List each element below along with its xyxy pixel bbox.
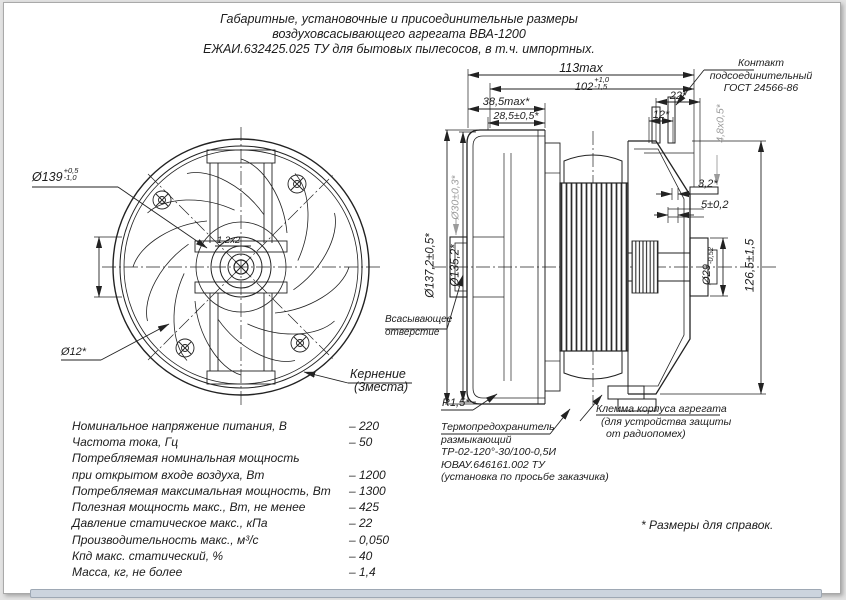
spec-row [72,484,412,498]
dim-dia-29 [701,221,717,311]
suction-line-2: отверстие [385,326,440,338]
kernenie-line-1: Кернение [350,367,406,381]
spec-row [72,419,412,433]
label-kernenie [350,368,408,394]
thermo-line-3: ТР-02-120°-30/100-0,5И [441,446,557,458]
dim-dia-135-2: Ø135,2* [449,244,462,287]
spec-row [72,500,412,514]
dim-radius-r1-5: R1,5* [442,397,470,409]
dim-29-minus: -0,52 [706,247,715,265]
suction-line-1: Всасывающее [385,314,453,325]
spec-label: Кпд макс. статический, % [72,549,224,563]
dim-blade-4-8x0-5: 4,8х0,5* [714,104,727,143]
spec-value: – 1200 [349,468,386,482]
drawing-title [89,12,709,57]
spec-row [72,533,412,547]
spec-row [72,516,412,530]
clamp-line-3: от радиопомех) [606,428,686,440]
spec-label: Частота тока, Гц [72,435,179,449]
kernenie-line-2: (3места) [354,380,409,394]
spec-row [72,565,412,579]
title-line-1: Габаритные, установочные и присоединительные размеры [220,12,578,26]
spec-value: – 0,050 [349,533,390,547]
spec-value: – 425 [349,500,380,514]
dim-102-minus: -1,5 [594,81,608,91]
thermo-line-1: Термопредохранитель [441,421,555,433]
dim-139-plus: +0,5 [63,166,79,175]
dim-length-3-2: 3,2* [698,178,718,190]
dim-length-113max: 113max [559,61,603,75]
dim-102-value: 102 [574,80,594,93]
dim-139-minus: -1,0 [63,172,77,182]
dim-keyway-1-2x2: 1,2х2 [217,235,241,246]
spec-row [72,451,412,465]
spec-label: Номинальное напряжение питания, В [72,419,287,433]
dim-length-38-5: 38,5max* [482,96,530,108]
spec-row [72,549,412,563]
spec-label: Давление статическое макс., кПа [72,516,268,530]
spec-value: – 50 [349,435,373,449]
contact-line-3: ГОСТ 24566-86 [723,82,799,94]
label-case-clamp [596,403,731,441]
reference-dimensions-note: * Размеры для справок. [641,518,774,532]
dim-102-plus: +1,0 [594,75,610,84]
title-line-3: ЕЖАИ.632425.025 ТУ для бытовых пылесосов, в т.ч. импортных. [203,42,595,56]
dim-length-102 [552,77,632,94]
dim-dia-137-2: Ø137,2±0,5* [424,233,437,298]
contact-line-1: Контакт [737,57,785,69]
dim-29-value: Ø29 [701,264,713,285]
spec-value: – 40 [349,549,373,563]
spec-label: при открытом входе воздуха, Вт [72,468,265,482]
spec-label: Потребляемая номинальная мощность [72,451,300,465]
thermo-line-5: (установка по просьбе заказчика) [441,471,609,483]
dim-length-5: 5±0,2 [701,199,729,211]
label-suction-opening [385,314,452,339]
spec-value: – 1300 [349,484,386,498]
thermo-line-2: размыкающий [441,433,512,446]
contact-line-2: подсоединительный [709,69,813,82]
dim-dia-139 [32,168,78,184]
spec-label: Масса, кг, не более [72,565,183,579]
dim-dia-30: Ø30±0,3* [449,175,462,220]
spec-label: Потребляемая максимальная мощность, Вт [72,484,331,498]
clamp-line-1: Клемма корпуса агрегата [596,403,727,415]
front-view [32,127,412,407]
spec-value: – 1,4 [349,565,376,579]
spec-value: – 220 [349,419,380,433]
dim-height-126-5: 126,5±1,5 [742,238,757,293]
label-thermal-fuse [441,421,609,484]
label-contact-terminal [702,57,820,95]
dim-dia-12: Ø12* [61,346,87,358]
dim-139-value: Ø139 [32,169,63,184]
spec-label: Полезная мощность макс., Вт, не менее [72,500,306,514]
spec-value: – 22 [349,516,373,530]
title-line-2: воздуховсасывающего агрегата ВВА-1200 [272,27,526,41]
thermo-line-4: ЮВАУ.646161.002 ТУ [441,458,545,471]
spec-label: Производительность макс., м³/с [72,533,259,547]
horizontal-scrollbar[interactable] [30,589,822,598]
spec-row [72,468,412,482]
dim-length-22: 22* [669,90,687,102]
drawing-sheet [3,2,841,594]
dim-length-12: 12* [652,109,670,121]
spec-row [72,435,412,449]
dim-length-28-5: 28,5±0,5* [493,110,539,122]
clamp-line-2: (для устройства защиты [601,415,732,428]
